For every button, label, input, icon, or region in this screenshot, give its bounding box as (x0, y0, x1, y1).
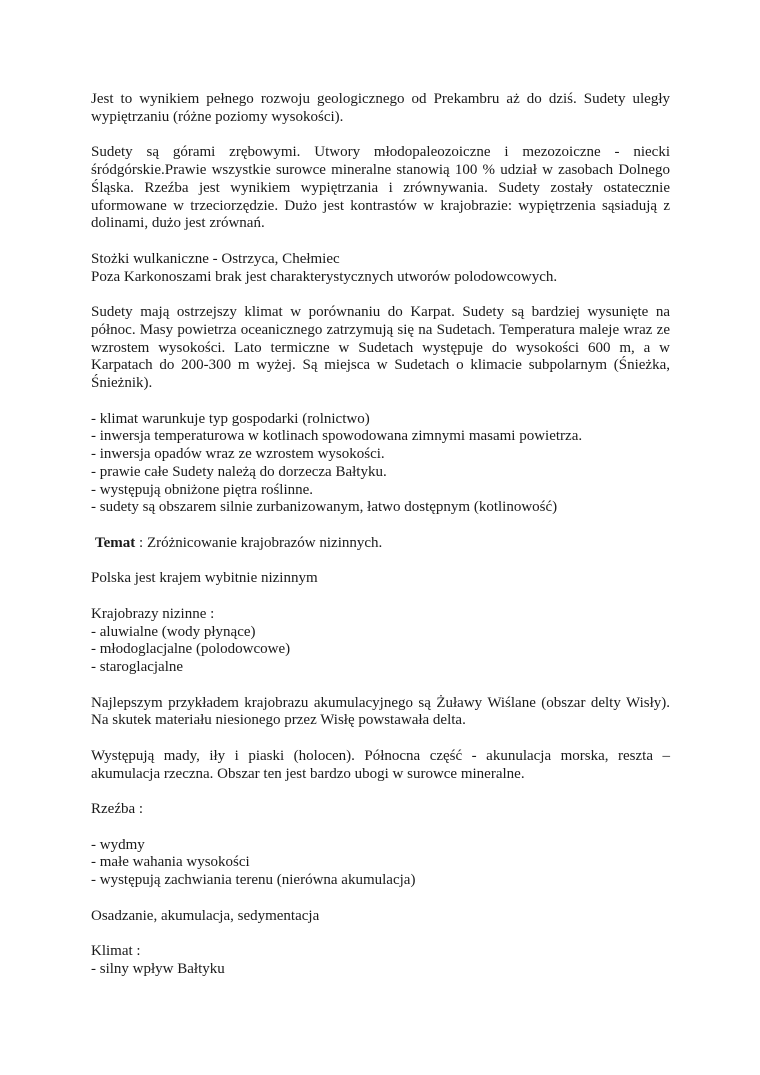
list-item: - małe wahania wysokości (91, 854, 250, 871)
paragraph-climate: Sudety mają ostrzejszy klimat w porównaniu do Karpat. Sudety są bardziej wysunięte na północ. Masy powietrza oceanicznego zatrzymują się na Sudetach. Temperatura maleje wraz ze wzrostem wysokości. Lato termiczne w Sudetach występuje do wysokości 600 m, a w Karpatach do 200-300 m wyżej. Są miejsca w Sudetach o klimacie subpolarnym (Śnieżka, Śnieżnik). (91, 304, 670, 391)
topic-heading (91, 535, 670, 553)
list-item: - klimat warunkuje typ gospodarki (rolnictwo) (91, 410, 370, 427)
list-item: Krajobrazy nizinne : (91, 605, 215, 622)
list-item: - występują zachwiania terenu (nierówna akumulacja) (91, 872, 416, 888)
list-item: - inwersja opadów wraz ze wzrostem wysokości. (91, 446, 385, 462)
paragraph-relief-heading: Rzeźba : (91, 801, 144, 817)
list-climate (91, 943, 670, 979)
list-item: Klimat : (91, 943, 141, 959)
list-item: - występują obniżone piętra roślinne. (91, 481, 314, 498)
list-item: - prawie całe Sudety należą do dorzecza Bałtyku. (91, 463, 387, 480)
bullet-list-sudety (91, 411, 670, 518)
list-item: - wydmy (91, 836, 145, 853)
paragraph-deposition: Osadzanie, akumulacja, sedymentacja (91, 907, 320, 924)
list-item: - młodoglacjalne (polodowcowe) (91, 641, 291, 658)
list-relief (91, 837, 670, 890)
list-item: - staroglacjalne (91, 659, 184, 675)
document-page (91, 91, 670, 996)
paragraph-zulawy: Najlepszym przykładem krajobrazu akumulacyjnego są Żuławy Wiślane (obszar delty Wisły). Na skutek materiału niesionego przez Wisłę powstawała delta. (91, 694, 670, 729)
paragraph-lowland: Polska jest krajem wybitnie nizinnym (91, 570, 318, 587)
paragraph-sediments: Występują mady, iły i piaski (holocen). Północna część - akunulacja morska, reszta – akumulacja rzeczna. Obszar ten jest bardzo ubogi w surowce mineralne. (91, 747, 670, 782)
list-item: - silny wpływ Bałtyku (91, 960, 225, 977)
list-lowland-types (91, 606, 670, 677)
paragraph-volcanic (91, 251, 670, 287)
topic-label: Temat (95, 534, 136, 551)
topic-text: : Zróżnicowanie krajobrazów nizinnych. (135, 534, 383, 551)
text-line: Poza Karkonoszami brak jest charakterystycznych utworów polodowcowych. (91, 268, 558, 285)
paragraph-geology: Jest to wynikiem pełnego rozwoju geologicznego od Prekambru aż do dziś. Sudety uległy wypiętrzaniu (różne poziomy wysokości). (91, 91, 670, 125)
paragraph-sudety-structure: Sudety są górami zrębowymi. Utwory młodopaleozoiczne i mezozoiczne - niecki śródgórskie.Prawie wszystkie surowce mineralne stanowią 100 % udział w zasobach Dolnego Śląska. Rzeźba jest wynikiem wypiętrzania i zrównywania. Sudety zostały ostatecznie uformowane w trzeciorzędzie. Dużo jest kontrastów w krajobrazie: wypiętrzenia sąsiadują z dolinami, dużo jest zrównań. (91, 144, 670, 232)
list-item: - aluwialne (wody płynące) (91, 623, 256, 640)
list-item: - sudety są obszarem silnie zurbanizowanym, łatwo dostępnym (kotlinowość) (91, 499, 558, 516)
list-item: - inwersja temperaturowa w kotlinach spowodowana zimnymi masami powietrza. (91, 428, 583, 445)
text-line: Stożki wulkaniczne - Ostrzyca, Chełmiec (91, 250, 340, 267)
